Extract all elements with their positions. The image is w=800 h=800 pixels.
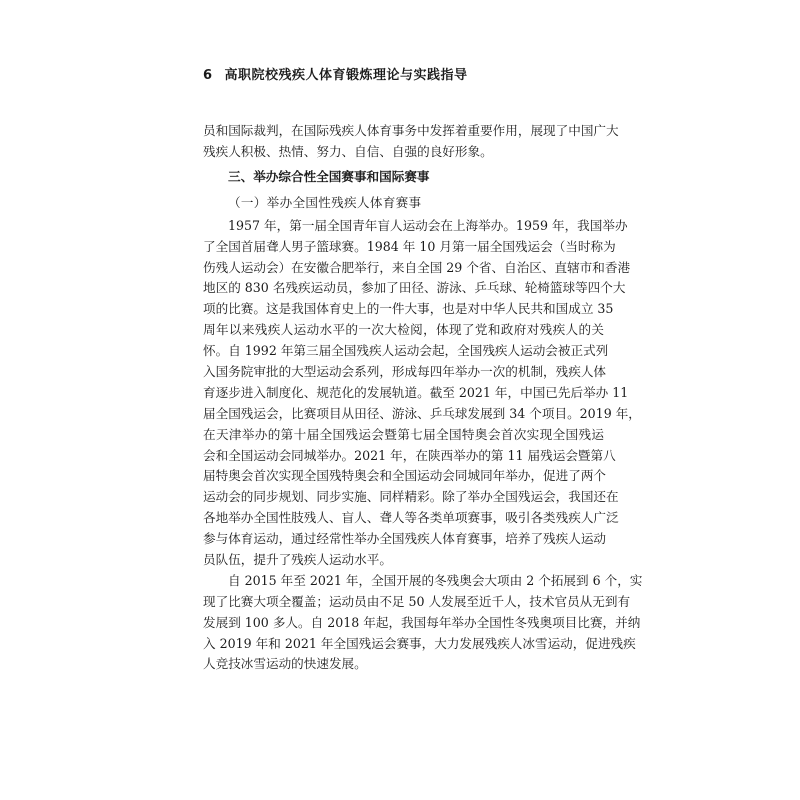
text-line: 在天津举办的第十届全国残运会暨第七届全国特奥会首次实现全国残运 xyxy=(203,426,604,442)
intro-paragraph xyxy=(203,121,619,163)
paragraph-national-events xyxy=(203,216,641,571)
text-line: 项的比赛。这是我国体育史上的一件大事，也是对中华人民共和国成立 35 xyxy=(203,301,614,317)
text-line: 自 2015 年至 2021 年，全国开展的冬残奥会大项由 2 个拓展到 6 个，实 xyxy=(228,572,643,588)
text-line: 届全国残运会，比赛项目从田径、游泳、乒乓球发展到 34 个项目。2019 年， xyxy=(203,405,641,421)
text-line: 届特奥会首次实现全国残特奥会和全国运动会同城同年举办，促进了两个 xyxy=(203,468,606,484)
text-line: 1957 年，第一届全国青年盲人运动会在上海举办。1959 年，我国举办 xyxy=(228,217,628,233)
paragraph-winter-events xyxy=(203,571,643,675)
text-line: 人竞技冰雪运动的快速发展。 xyxy=(203,656,367,672)
running-header xyxy=(203,64,468,83)
text-line: 现了比赛大项全覆盖；运动员由不足 50 人发展至近千人，技术官员从无到有 xyxy=(203,593,631,609)
text-line: 员和国际裁判，在国际残疾人体育事务中发挥着重要作用，展现了中国广大 xyxy=(203,123,619,138)
text-line: 入国务院审批的大型运动会系列，形成每四年举办一次的机制，残疾人体 xyxy=(203,364,606,380)
text-line: 怀。自 1992 年第三届全国残疾人运动会起，全国残疾人运动会被正式列 xyxy=(203,343,609,359)
text-line: 周年以来残疾人运动水平的一次大检阅，体现了党和政府对残疾人的关 xyxy=(203,322,604,338)
text-line: 地区的 830 名残疾运动员，参加了田径、游泳、乒乓球、轮椅篮球等四个大 xyxy=(203,280,626,296)
text-line: 残疾人积极、热情、努力、自信、自强的良好形象。 xyxy=(203,143,493,159)
subsection-heading: （一）举办全国性残疾人体育赛事 xyxy=(228,194,422,210)
book-title: 高职院校残疾人体育锻炼理论与实践指导 xyxy=(224,68,468,83)
text-line: 伤残人运动会）在安徽合肥举行，来自全国 29 个省、自治区、直辖市和香港 xyxy=(203,259,631,275)
text-line: 育逐步进入制度化、规范化的发展轨道。截至 2021 年，中国已先后举办 11 xyxy=(203,384,629,400)
text-line: 各地举办全国性肢残人、盲人、聋人等各类单项赛事，吸引各类残疾人广泛 xyxy=(203,510,619,526)
text-line: 发展到 100 多人。自 2018 年起，我国每年举办全国性冬残奥项目比赛，并纳 xyxy=(203,614,641,630)
text-line: 入 2019 年和 2021 年全国残运会赛事，大力发展残疾人冰雪运动，促进残疾 xyxy=(203,635,636,651)
page-number: 6 xyxy=(203,68,213,83)
body-text xyxy=(203,121,643,675)
text-line: 运动会的同步规划、同步实施、同样精彩。除了举办全国残运会，我国还在 xyxy=(203,489,619,505)
text-line: 会和全国运动会同城举办。2021 年，在陕西举办的第 11 届残运会暨第八 xyxy=(203,447,616,463)
text-line: 了全国首届聋人男子篮球赛。1984 年 10 月第一届全国残运会（当时称为 xyxy=(203,238,616,254)
section-heading: 三、举办综合性全国赛事和国际赛事 xyxy=(228,168,430,184)
text-line: 员队伍，提升了残疾人运动水平。 xyxy=(203,552,392,568)
text-line: 参与体育运动，通过经常性举办全国残疾人体育赛事，培养了残疾人运动 xyxy=(203,531,606,547)
